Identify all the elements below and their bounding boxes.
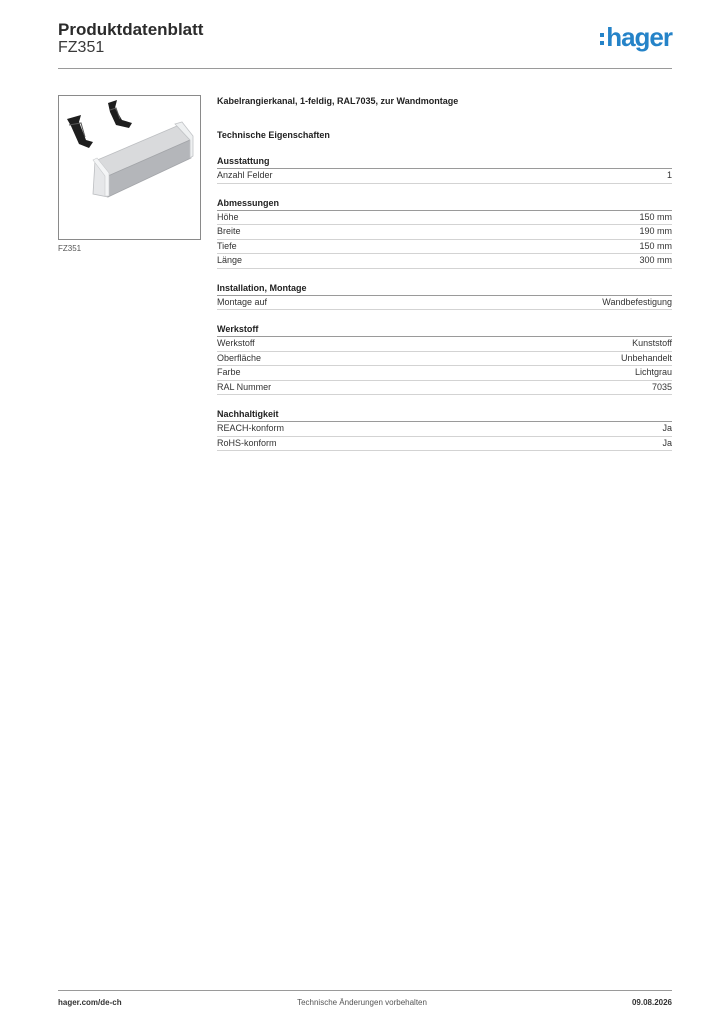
product-code: FZ351 — [58, 39, 105, 56]
specifications — [217, 96, 672, 451]
section-title: Installation, Montage — [217, 283, 672, 296]
spec-label: Länge — [217, 255, 243, 265]
spec-label: Farbe — [217, 367, 241, 377]
spec-value: 7035 — [651, 381, 672, 392]
spec-label: RoHS-konform — [217, 437, 277, 448]
spec-label: Oberfläche — [217, 352, 262, 363]
spec-value: 300 mm — [639, 255, 672, 265]
spec-row — [217, 366, 672, 381]
spec-value: Unbehandelt — [620, 352, 672, 363]
spec-label: Werkstoff — [217, 338, 255, 348]
spec-row — [217, 169, 672, 184]
footer-divider — [58, 990, 672, 991]
spec-value: 1 — [666, 170, 672, 180]
logo-text: hager — [606, 22, 672, 52]
spec-label: Anzahl Felder — [217, 170, 273, 180]
spec-section-werkstoff — [217, 324, 672, 395]
spec-value: Ja — [662, 437, 672, 448]
spec-section-ausstattung — [217, 156, 672, 184]
spec-row — [217, 296, 672, 311]
spec-value: 150 mm — [639, 211, 672, 222]
spec-value: 150 mm — [639, 240, 672, 251]
spec-row — [217, 337, 672, 352]
logo-dots-icon — [600, 33, 604, 45]
spec-section-abmessungen — [217, 198, 672, 269]
spec-section-installation — [217, 283, 672, 311]
product-image — [58, 95, 201, 240]
footer-date: 09.08.2026 — [631, 998, 672, 1007]
spec-row — [217, 381, 672, 396]
page-header — [58, 20, 672, 68]
spec-label: Montage auf — [217, 296, 268, 307]
footer-website-link[interactable]: hager.com/de-ch — [58, 998, 122, 1007]
spec-value: Lichtgrau — [634, 367, 672, 377]
spec-row — [217, 211, 672, 226]
header-divider — [58, 68, 672, 69]
spec-value: Ja — [662, 423, 672, 433]
spec-label: REACH-konform — [217, 423, 285, 433]
spec-label: Tiefe — [217, 240, 237, 251]
spec-row — [217, 240, 672, 255]
spec-label: Breite — [217, 226, 241, 236]
spec-label: RAL Nummer — [217, 381, 272, 392]
spec-row — [217, 437, 672, 452]
hager-logo — [600, 24, 672, 50]
product-description: Kabelrangierkanal, 1-feldig, RAL7035, zur Wandmontage — [217, 96, 459, 106]
footer-notice: Technische Änderungen vorbehalten — [297, 998, 427, 1007]
spec-section-nachhaltigkeit — [217, 409, 672, 451]
image-caption: FZ351 — [58, 244, 82, 253]
spec-label: Höhe — [217, 211, 239, 222]
section-title: Abmessungen — [217, 198, 672, 211]
cable-channel-product-photo — [59, 96, 200, 239]
spec-value: Wandbefestigung — [602, 296, 672, 307]
section-title: Werkstoff — [217, 324, 672, 337]
spec-value: 190 mm — [639, 226, 672, 236]
section-title: Nachhaltigkeit — [217, 409, 672, 422]
spec-value: Kunststoff — [632, 338, 672, 348]
spec-row — [217, 352, 672, 367]
document-title: Produktdatenblatt — [58, 20, 204, 39]
spec-row — [217, 422, 672, 437]
technical-properties-heading: Technische Eigenschaften — [217, 130, 330, 140]
spec-row — [217, 254, 672, 269]
section-title: Ausstattung — [217, 156, 672, 169]
spec-row — [217, 225, 672, 240]
